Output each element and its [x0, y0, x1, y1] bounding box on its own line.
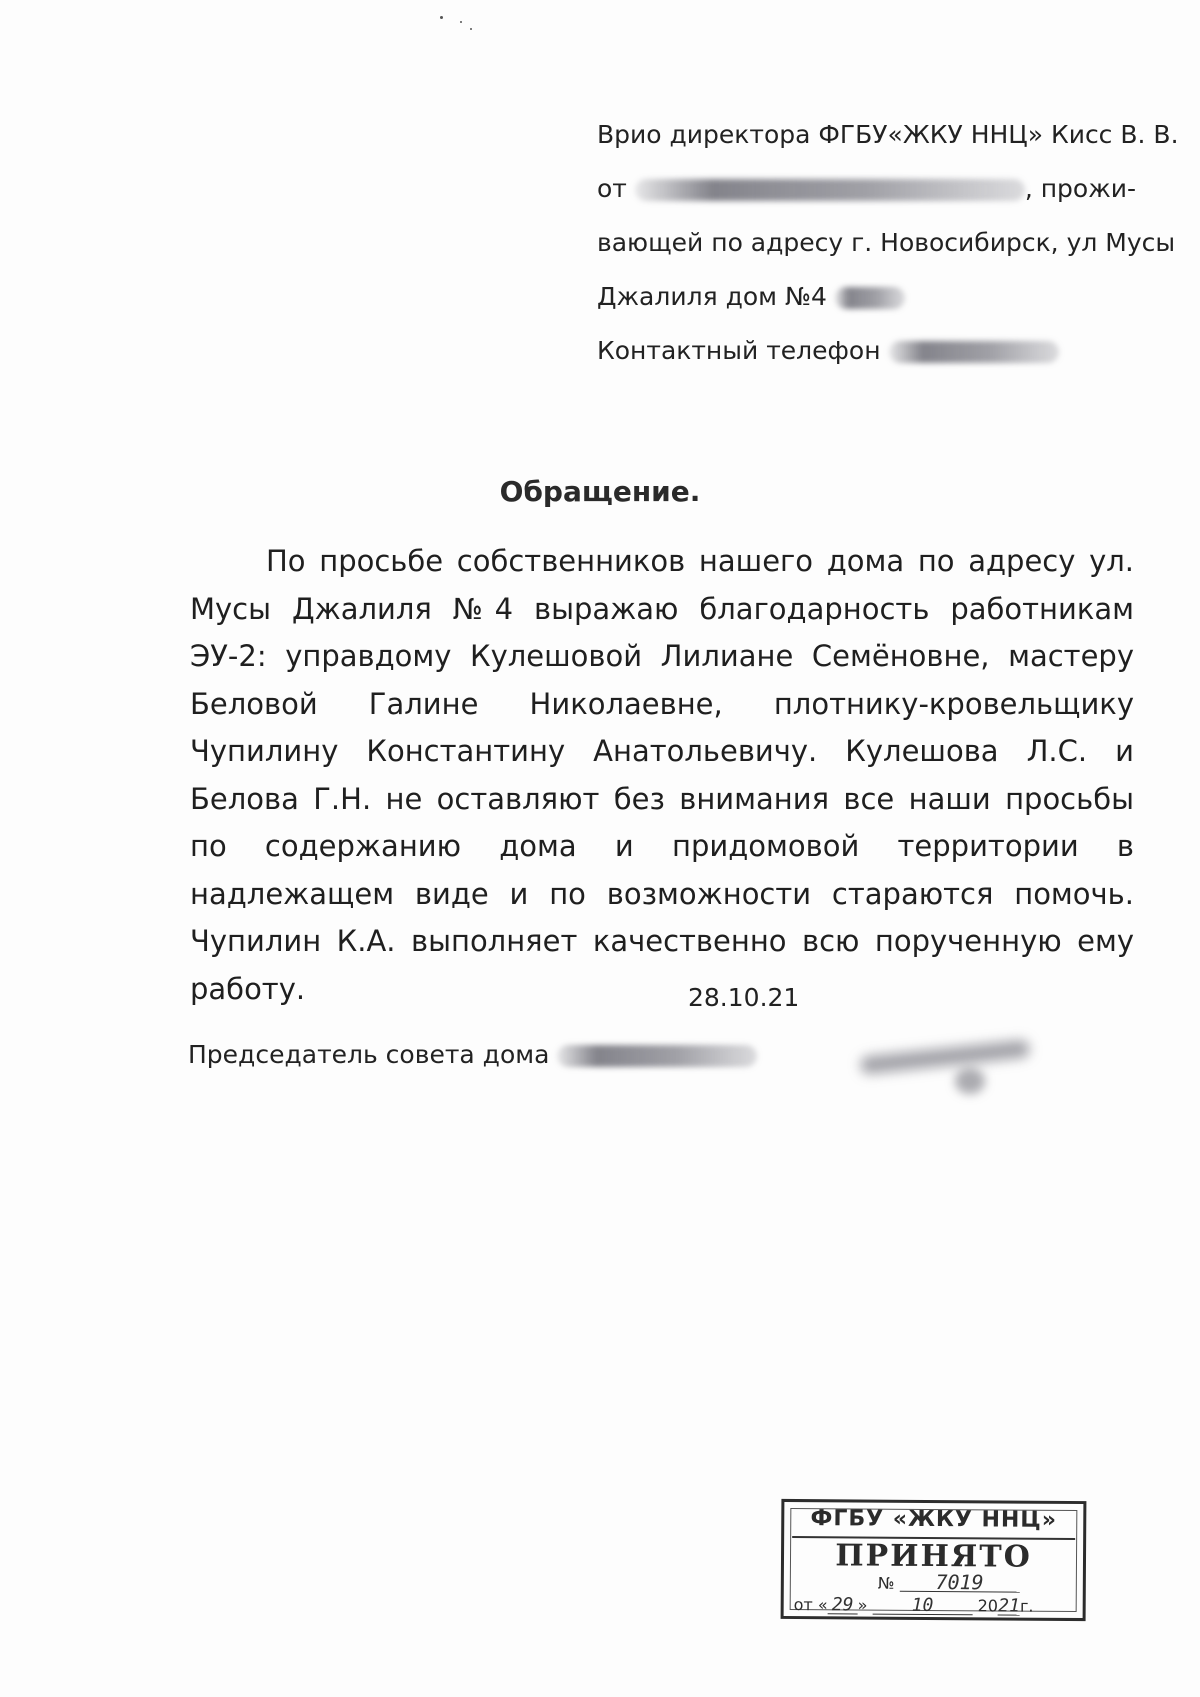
scan-speck — [470, 28, 472, 30]
house-text: Джалиля дом №4 — [597, 282, 827, 311]
stamp-date-row — [794, 1595, 1034, 1616]
redacted-sender-name — [635, 179, 1025, 201]
address-line: вающей по адресу г. Новосибирск, ул Мусы — [597, 228, 1176, 257]
stamp-number-row — [877, 1570, 1020, 1595]
sender-suffix: , прожи- — [1024, 174, 1137, 203]
received-stamp — [781, 1499, 1087, 1621]
document-date: 28.10.21 — [688, 983, 800, 1012]
house-line — [597, 270, 1137, 324]
signature-line — [188, 1040, 757, 1069]
stamp-day: 29 — [828, 1597, 858, 1614]
stamp-number-value: 7019 — [900, 1573, 1020, 1593]
signature-smudge — [955, 1068, 985, 1094]
redacted-phone — [889, 341, 1059, 363]
addressee-block — [597, 108, 1179, 378]
sender-prefix: от — [597, 174, 627, 203]
scan-speck — [440, 16, 443, 19]
scan-speck — [460, 21, 462, 23]
signature-smudge — [860, 1039, 1031, 1075]
phone-label: Контактный телефон — [597, 336, 881, 365]
stamp-year: 21 — [998, 1595, 1020, 1617]
stamp-year-prefix: 20 — [977, 1596, 999, 1616]
document-body: По просьбе собственников нашего дома по адресу ул. Мусы Джалиля №4 выражаю благодарность работникам ЭУ-2: управдому Кулешовой Лилиане Семёновне, мастеру Беловой Галине Николаевне, плотнику-кровельщику Чупилину Константину Анатольевичу. Кулешова Л.С. и Белова Г.Н. не оставляют без внимания все наши просьбы по содержанию дома и придомовой территории в надлежащем виде и по возможности стараются помочь. Чупилин К.А. выполняет качественно всю порученную ему работу. — [190, 544, 1134, 1006]
stamp-organization: ФГБУ «ЖКУ ННЦ» — [810, 1506, 1058, 1533]
redacted-chair-name — [557, 1045, 757, 1067]
stamp-status: ПРИНЯТО — [835, 1538, 1032, 1575]
signature-label: Председатель совета дома — [188, 1040, 550, 1069]
redacted-signature — [860, 1040, 1040, 1100]
sender-line — [597, 162, 1137, 216]
stamp-day-close: » — [857, 1595, 868, 1615]
stamp-date-prefix: от « — [793, 1595, 828, 1615]
stamp-number-label: № — [877, 1573, 895, 1593]
redacted-apartment — [835, 287, 905, 309]
stamp-month: 10 — [872, 1598, 972, 1616]
phone-line — [597, 324, 1137, 378]
document-title: Обращение. — [499, 475, 701, 508]
addressee-line: Врио директора ФГБУ«ЖКУ ННЦ» Кисс В. В. — [597, 120, 1179, 149]
stamp-year-end: г. — [1019, 1596, 1034, 1616]
